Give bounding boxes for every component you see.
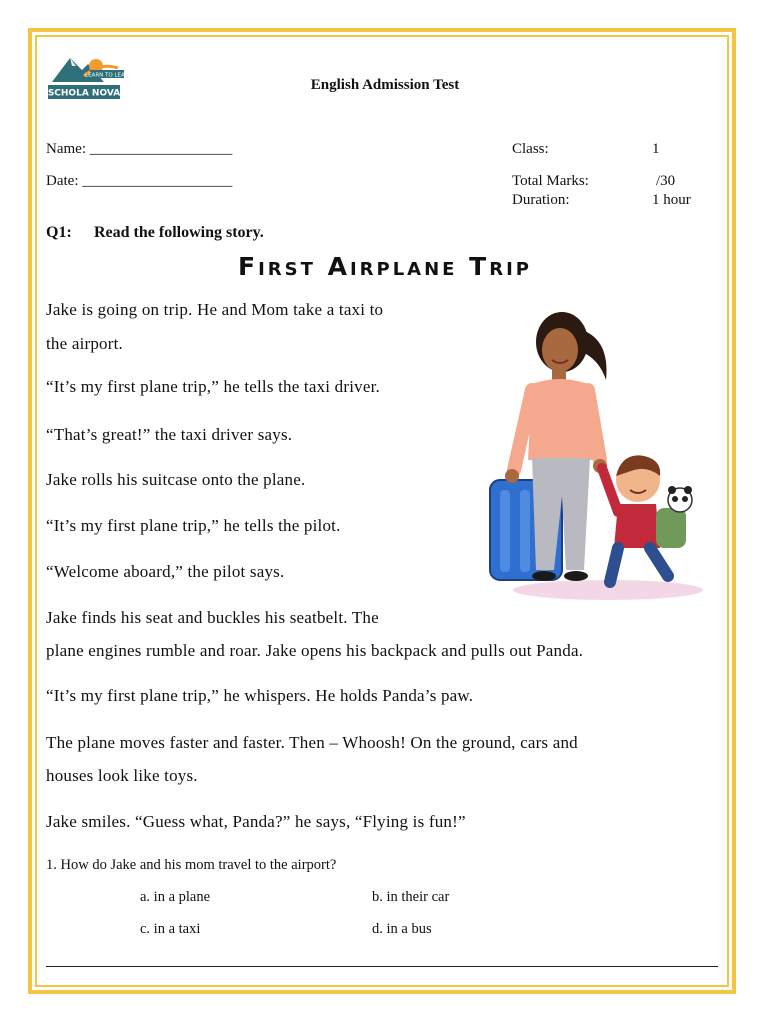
class-value: 1 — [652, 141, 660, 157]
story-line: “It’s my first plane trip,” he tells the pilot. — [46, 516, 341, 535]
answer-line — [46, 966, 718, 967]
story-line: “Welcome aboard,” the pilot says. — [46, 562, 285, 581]
question-instruction: Read the following story. — [94, 224, 264, 241]
story-title: First Airplane Trip — [238, 252, 532, 281]
option-c[interactable]: c. in a taxi — [140, 921, 201, 937]
mother-and-son-illustration — [478, 300, 704, 610]
story-line: “It’s my first plane trip,” he whispers. He holds Panda’s paw. — [46, 686, 474, 705]
option-a[interactable]: a. in a plane — [140, 889, 211, 905]
story-line: Jake rolls his suitcase onto the plane. — [46, 470, 306, 489]
story-line: Jake is going on trip. He and Mom take a taxi to — [46, 300, 384, 319]
question-heading — [46, 224, 264, 242]
total-marks-value: /30 — [656, 173, 676, 189]
story-line: the airport. — [46, 334, 123, 353]
question-number: Q1: — [46, 224, 72, 241]
class-label: Class: — [512, 141, 549, 157]
story-line: houses look like toys. — [46, 766, 198, 785]
question-1-text: 1. How do Jake and his mom travel to the airport? — [46, 857, 337, 873]
story-line: “It’s my first plane trip,” he tells the taxi driver. — [46, 377, 380, 396]
story-line: “That’s great!” the taxi driver says. — [46, 425, 293, 444]
option-b[interactable]: b. in their car — [372, 889, 450, 905]
duration-value: 1 hour — [652, 192, 691, 208]
story-line: plane engines rumble and roar. Jake opens his backpack and pulls out Panda. — [46, 641, 584, 660]
story-line: Jake smiles. “Guess what, Panda?” he says, “Flying is fun!” — [46, 812, 466, 831]
duration-label: Duration: — [512, 192, 570, 208]
option-d[interactable]: d. in a bus — [372, 921, 432, 937]
test-title: English Admission Test — [310, 77, 460, 93]
story-line: The plane moves faster and faster. Then – Whoosh! On the ground, cars and — [46, 733, 578, 752]
logo-name: SCHOLA NOVA — [47, 88, 121, 99]
date-field: Date: ____________________ — [46, 173, 233, 189]
name-field: Name: ___________________ — [46, 141, 233, 157]
total-marks-label: Total Marks: — [512, 173, 589, 189]
logo-tagline: LEARN TO LEAD — [85, 72, 129, 79]
story-line: Jake finds his seat and buckles his seatbelt. The — [46, 608, 379, 627]
